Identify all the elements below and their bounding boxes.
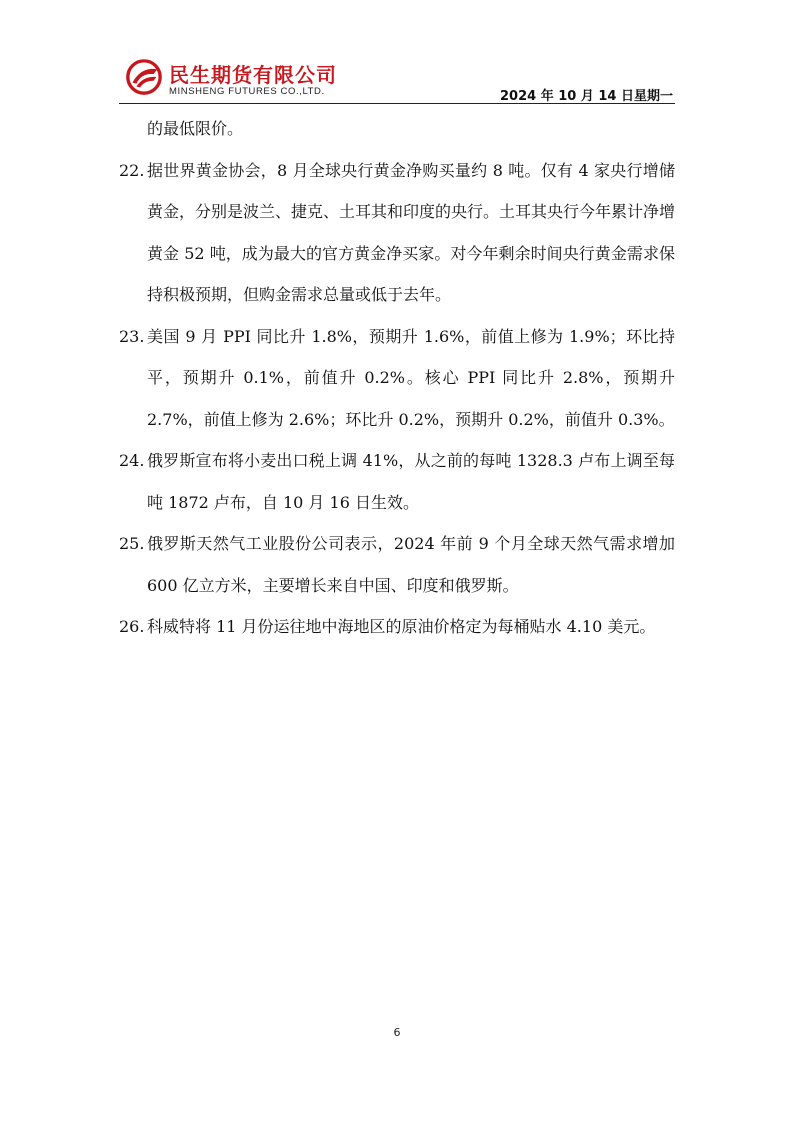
item-number: 24. — [119, 451, 145, 470]
header-date: 2024 年 10 月 14 日星期一 — [500, 89, 673, 104]
item-number: 22. — [119, 160, 145, 180]
item-text: 科威特将 11 月份运往地中海地区的原油价格定为每桶贴水 4.10 美元。 — [147, 617, 656, 636]
page-header — [119, 52, 675, 104]
list-item — [119, 523, 675, 606]
item-text: 美国 9 月 PPI 同比升 1.8%，预期升 1.6%，前值上修为 1.9%；环比持平，预期升 0.1%，前值升 0.2%。核心 PPI 同比升 2.8%，预期升 2.7%，前值上修为 2.6%；环比升 0.2%，预期升 0.2%，前值升 0.3%。 — [147, 326, 675, 429]
list-item — [119, 440, 675, 523]
list-item — [119, 606, 675, 648]
item-text: 俄罗斯天然气工业股份公司表示，2024 年前 9 个月全球天然气需求增加 600 亿立方米，主要增长来自中国、印度和俄罗斯。 — [147, 534, 675, 595]
list-item — [119, 150, 675, 316]
page-number: 6 — [393, 1026, 401, 1039]
item-text: 俄罗斯宣布将小麦出口税上调 41%，从之前的每吨 1328.3 卢布上调至每吨 1872 卢布，自 10 月 16 日生效。 — [147, 451, 675, 512]
continuation-text: 的最低限价。 — [147, 119, 244, 138]
item-number: 26. — [119, 617, 145, 636]
list-item — [119, 316, 675, 441]
item-text: 据世界黄金协会，8 月全球央行黄金净购买量约 8 吨。仅有 4 家央行增储黄金，分别是波兰、捷克、土耳其和印度的央行。土耳其央行今年累计净增黄金 52 吨，成为最大的官方黄金净买家。对今年剩余时间央行黄金需求保持积极预期，但购金需求总量或低于去年。 — [147, 160, 676, 304]
company-logo — [125, 56, 365, 100]
document-body — [119, 108, 675, 648]
item-number: 25. — [119, 534, 145, 553]
logo-english-name: MINSHENG FUTURES CO.,LTD. — [169, 86, 325, 97]
header-divider — [119, 103, 675, 104]
logo-chinese-name: 民生期货有限公司 — [169, 63, 337, 87]
item-number: 23. — [119, 326, 145, 346]
minsheng-logo-icon — [125, 58, 163, 96]
